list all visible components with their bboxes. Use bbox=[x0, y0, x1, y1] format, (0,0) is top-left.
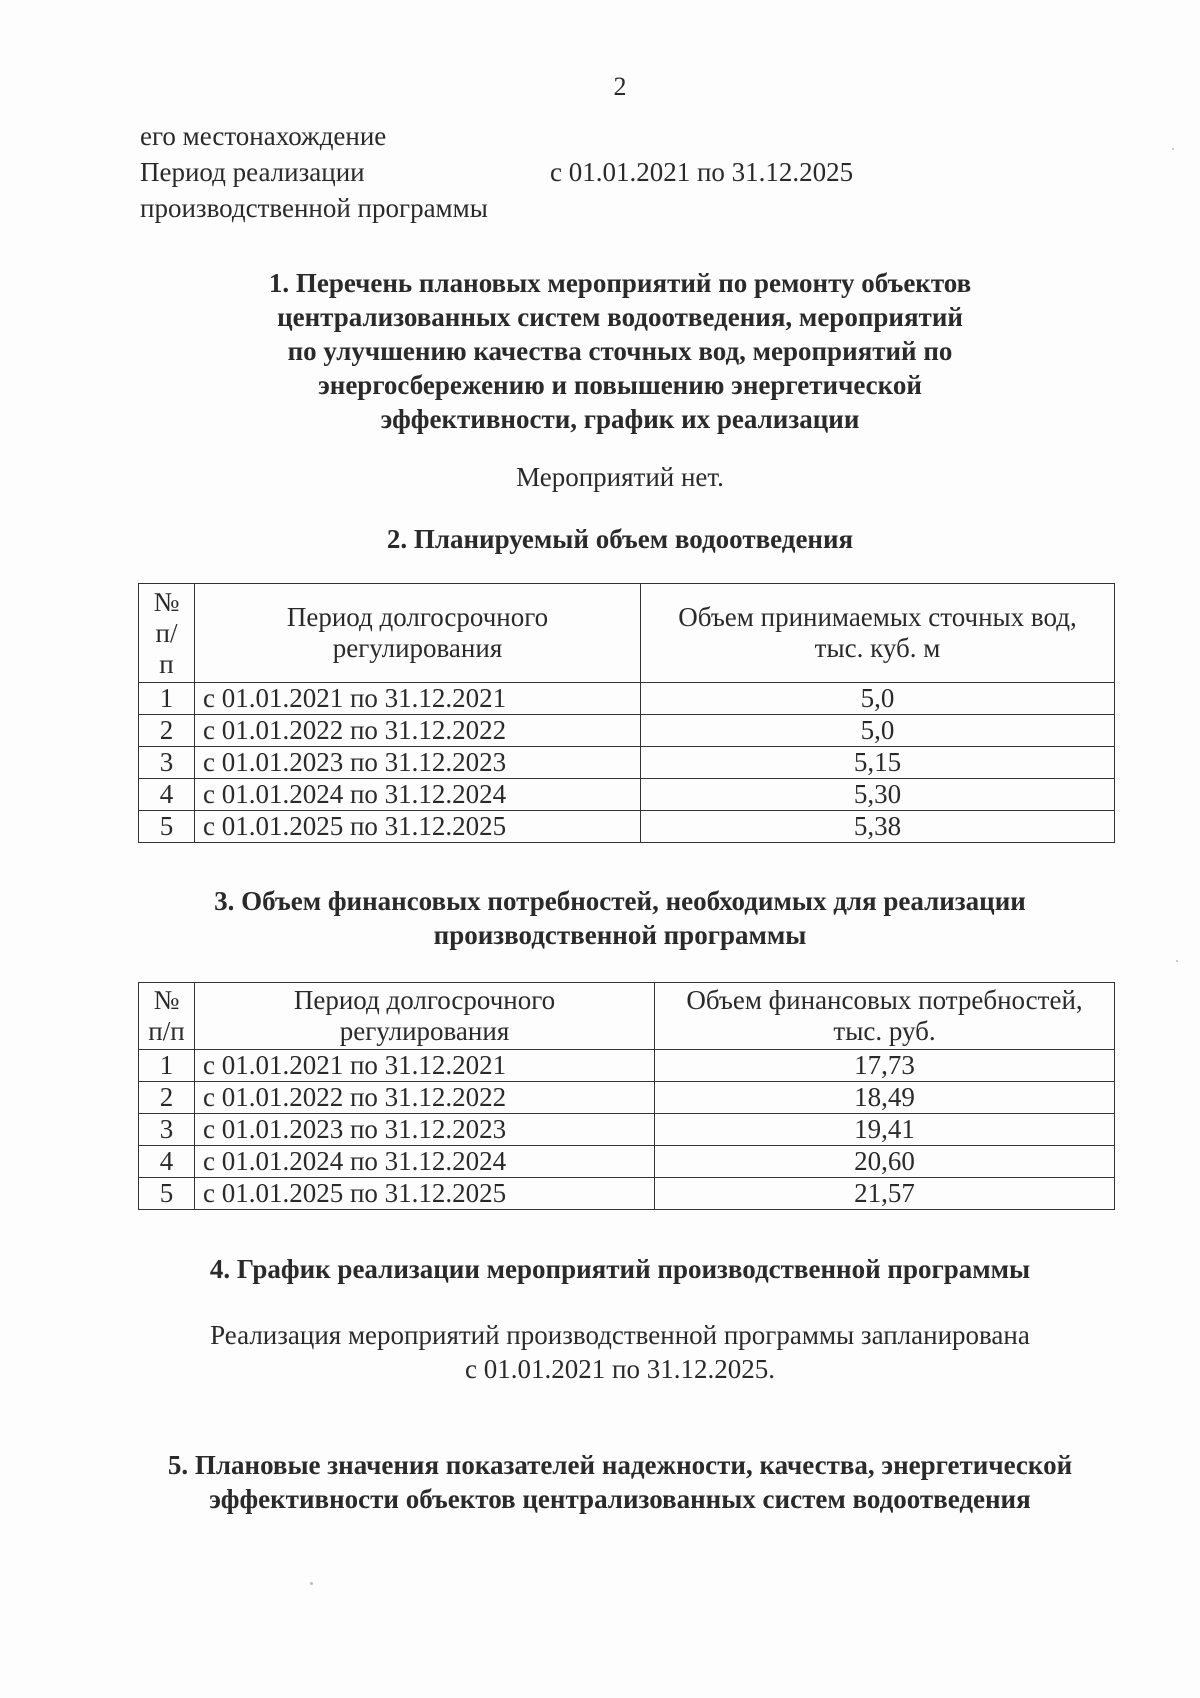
header-value-line: Объем финансовых потребностей, bbox=[686, 985, 1083, 1015]
page-number: 2 bbox=[613, 72, 627, 101]
row-num: 1 bbox=[139, 683, 195, 715]
header-num bbox=[139, 983, 195, 1050]
table-row bbox=[139, 1178, 1115, 1210]
row-period: с 01.01.2025 по 31.12.2025 bbox=[195, 1178, 655, 1210]
table-header-row bbox=[139, 983, 1115, 1050]
header-value-line: тыс. руб. bbox=[833, 1016, 936, 1046]
row-num: 3 bbox=[139, 747, 195, 779]
program-meta bbox=[140, 118, 854, 226]
section4-text bbox=[0, 1318, 1200, 1386]
table-row bbox=[139, 779, 1115, 811]
table-row bbox=[139, 1050, 1115, 1082]
row-num: 4 bbox=[139, 1146, 195, 1178]
section4-title: 4. График реализации мероприятий производственной программы bbox=[209, 1254, 1031, 1284]
row-period: с 01.01.2023 по 31.12.2023 bbox=[195, 747, 641, 779]
header-value bbox=[641, 584, 1115, 683]
section1-title-line: энергосбережению и повышению энергетической bbox=[318, 370, 922, 400]
header-num-line: п/п bbox=[148, 1016, 185, 1046]
row-period: с 01.01.2024 по 31.12.2024 bbox=[195, 779, 641, 811]
row-period: с 01.01.2022 по 31.12.2022 bbox=[195, 1082, 655, 1114]
row-value: 18,49 bbox=[655, 1082, 1115, 1114]
row-period: с 01.01.2024 по 31.12.2024 bbox=[195, 1146, 655, 1178]
section1-title-line: централизованных систем водоотведения, мероприятий bbox=[277, 302, 963, 332]
financial-needs-table bbox=[138, 982, 1115, 1210]
table-row bbox=[139, 1082, 1115, 1114]
row-num: 2 bbox=[139, 715, 195, 747]
header-value bbox=[655, 983, 1115, 1050]
section5-title-line: 5. Плановые значения показателей надежности, качества, энергетической bbox=[167, 1450, 1073, 1480]
header-num-line: п/ bbox=[155, 617, 178, 648]
scan-speck bbox=[1176, 960, 1178, 962]
row-value: 21,57 bbox=[655, 1178, 1115, 1210]
row-value: 5,30 bbox=[641, 779, 1115, 811]
row-num: 5 bbox=[139, 811, 195, 843]
header-num-line: п bbox=[159, 648, 174, 679]
header-period bbox=[195, 983, 655, 1050]
section1-title-line: по улучшению качества сточных вод, мероприятий по bbox=[287, 336, 953, 366]
row-period: с 01.01.2021 по 31.12.2021 bbox=[195, 1050, 655, 1082]
row-value: 5,0 bbox=[641, 715, 1115, 747]
row-value: 17,73 bbox=[655, 1050, 1115, 1082]
section3-title bbox=[0, 884, 1200, 952]
row-value: 5,0 bbox=[641, 683, 1115, 715]
section5-title bbox=[0, 1448, 1200, 1516]
section2-title: 2. Планируемый объем водоотведения bbox=[386, 524, 854, 554]
row-num: 4 bbox=[139, 779, 195, 811]
section4-text-line: с 01.01.2021 по 31.12.2025. bbox=[465, 1354, 775, 1384]
header-period-line: регулирования bbox=[332, 633, 503, 663]
row-value: 20,60 bbox=[655, 1146, 1115, 1178]
meta-period-label: Период реализации bbox=[140, 157, 365, 187]
row-period: с 01.01.2025 по 31.12.2025 bbox=[195, 811, 641, 843]
row-num: 1 bbox=[139, 1050, 195, 1082]
table-header-row bbox=[139, 584, 1115, 683]
row-period: с 01.01.2023 по 31.12.2023 bbox=[195, 1114, 655, 1146]
table-row bbox=[139, 683, 1115, 715]
section5-title-line: эффективности объектов централизованных систем водоотведения bbox=[209, 1484, 1031, 1514]
header-period-line: Период долгосрочного bbox=[293, 985, 556, 1015]
section1-title-line: эффективности, график их реализации bbox=[380, 404, 860, 434]
meta-period-value: с 01.01.2021 по 31.12.2025 bbox=[550, 157, 854, 187]
header-value-line: тыс. куб. м bbox=[814, 633, 941, 663]
scan-speck bbox=[1172, 148, 1174, 150]
section1-text: Мероприятий нет. bbox=[516, 462, 724, 492]
section3-title-line: производственной программы bbox=[433, 920, 807, 950]
header-period bbox=[195, 584, 641, 683]
section3-title-line: 3. Объем финансовых потребностей, необходимых для реализации bbox=[214, 886, 1026, 916]
wastewater-volume-table bbox=[138, 583, 1115, 843]
header-num bbox=[139, 584, 195, 683]
row-value: 5,15 bbox=[641, 747, 1115, 779]
row-num: 2 bbox=[139, 1082, 195, 1114]
section4-text-line: Реализация мероприятий производственной программы запланирована bbox=[210, 1320, 1030, 1350]
scan-speck bbox=[310, 1582, 313, 1585]
row-num: 5 bbox=[139, 1178, 195, 1210]
table-row bbox=[139, 747, 1115, 779]
meta-program-label: производственной программы bbox=[140, 193, 488, 223]
section1-title-line: 1. Перечень плановых мероприятий по ремонту объектов bbox=[268, 268, 972, 298]
meta-location-label: его местонахождение bbox=[140, 121, 387, 151]
row-value: 19,41 bbox=[655, 1114, 1115, 1146]
header-period-line: Период долгосрочного bbox=[286, 602, 549, 632]
table-row bbox=[139, 1114, 1115, 1146]
row-period: с 01.01.2021 по 31.12.2021 bbox=[195, 683, 641, 715]
table-row bbox=[139, 1146, 1115, 1178]
row-value: 5,38 bbox=[641, 811, 1115, 843]
row-num: 3 bbox=[139, 1114, 195, 1146]
table-row bbox=[139, 715, 1115, 747]
row-period: с 01.01.2022 по 31.12.2022 bbox=[195, 715, 641, 747]
header-num-line: № bbox=[153, 985, 180, 1015]
header-period-line: регулирования bbox=[339, 1016, 510, 1046]
header-num-line: № bbox=[153, 586, 180, 617]
section1-title bbox=[0, 266, 1200, 436]
table-row bbox=[139, 811, 1115, 843]
header-value-line: Объем принимаемых сточных вод, bbox=[678, 602, 1077, 632]
